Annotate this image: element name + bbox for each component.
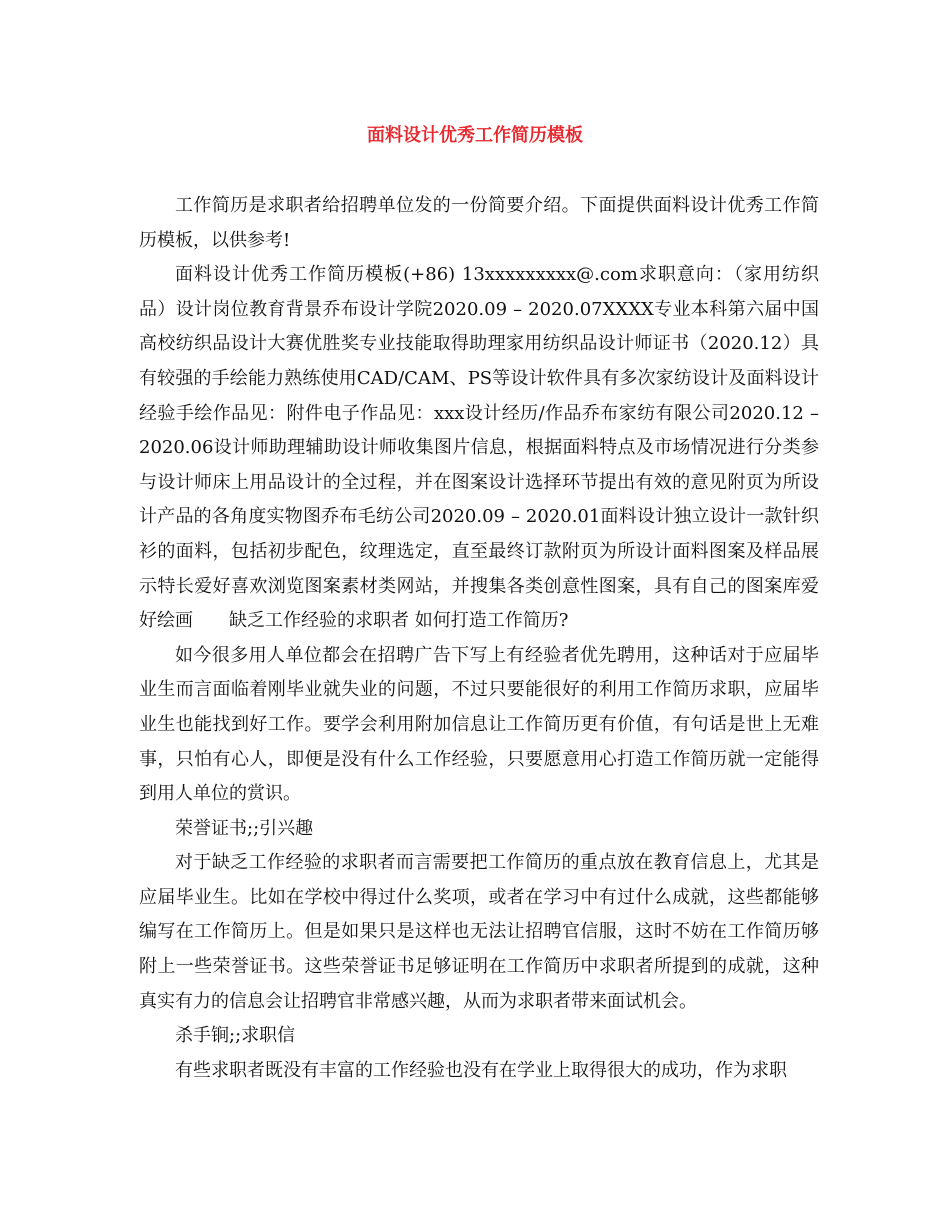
cover-letter-heading: 杀手锏;;求职信 — [175, 1025, 296, 1047]
document-title: 面料设计优秀工作简历模板 — [367, 125, 583, 146]
experience-advice-paragraph: 如今很多用人单位都会在招聘广告下写上有经验者优先聘用，这种话对于应届毕业生而言面临着刚毕业就失业的问题，不过只要能很好的利用工作简历求职，应届毕业生也能找到好工作。要学会利用附加信息让工作简历更有价值，有句话是世上无难事，只怕有心人，即便是没有什么工作经验，只要愿意用心打造工作简历就一定能得到用人单位的赏识。 — [139, 644, 819, 805]
resume-template-paragraph: 面料设计优秀工作简历模板(+86) 13xxxxxxxxx@.com求职意向：（家用纺织品）设计岗位教育背景乔布设计学院2020.09 – 2020.07XXXX专业本科第六届中国高校纺织品设计大赛优胜奖专业技能取得助理家用纺织品设计师证书（2020.12）具有较强的手绘能力熟练使用CAD/CAM、PS等设计软件具有多次家纺设计及面料设计经验手绘作品见：附件电子作品见：xxx设计经历/作品乔布家纺有限公司2020.12 – 2020.06设计师助理辅助设计师收集图片信息，根据面料特点及市场情况进行分类参与设计师床上用品设计的全过程，并在图案设计选择环节提出有效的意见附页为所设计产品的各角度实物图乔布毛纺公司2020.09 – 2020.01面料设计独立设计一款针织衫的面料，包括初步配色，纹理选定，直至最终订款附页为所设计面料图案及样品展示特长爱好喜欢浏览图案素材类网站，并搜集各类创意性图案，具有自己的图案库爱好绘画 缺乏工作经验的求职者 如何打造工作简历? — [139, 264, 819, 632]
document-body — [139, 189, 819, 1088]
intro-paragraph: 工作简历是求职者给招聘单位发的一份简要介绍。下面提供面料设计优秀工作简历模板，以供参考! — [139, 195, 819, 251]
cover-letter-paragraph: 有些求职者既没有丰富的工作经验也没有在学业上取得很大的成功，作为求职 — [175, 1059, 787, 1081]
honor-certificate-paragraph: 对于缺乏工作经验的求职者而言需要把工作简历的重点放在教育信息上，尤其是应届毕业生。比如在学校中得过什么奖项，或者在学习中有过什么成就，这些都能够编写在工作简历上。但是如果只是这样也无法让招聘官信服，这时不妨在工作简历够附上一些荣誉证书。这些荣誉证书足够证明在工作简历中求职者所提到的成就，这种真实有力的信息会让招聘官非常感兴趣，从而为求职者带来面试机会。 — [139, 852, 819, 1012]
honor-certificate-heading: 荣誉证书;;引兴趣 — [175, 817, 314, 839]
